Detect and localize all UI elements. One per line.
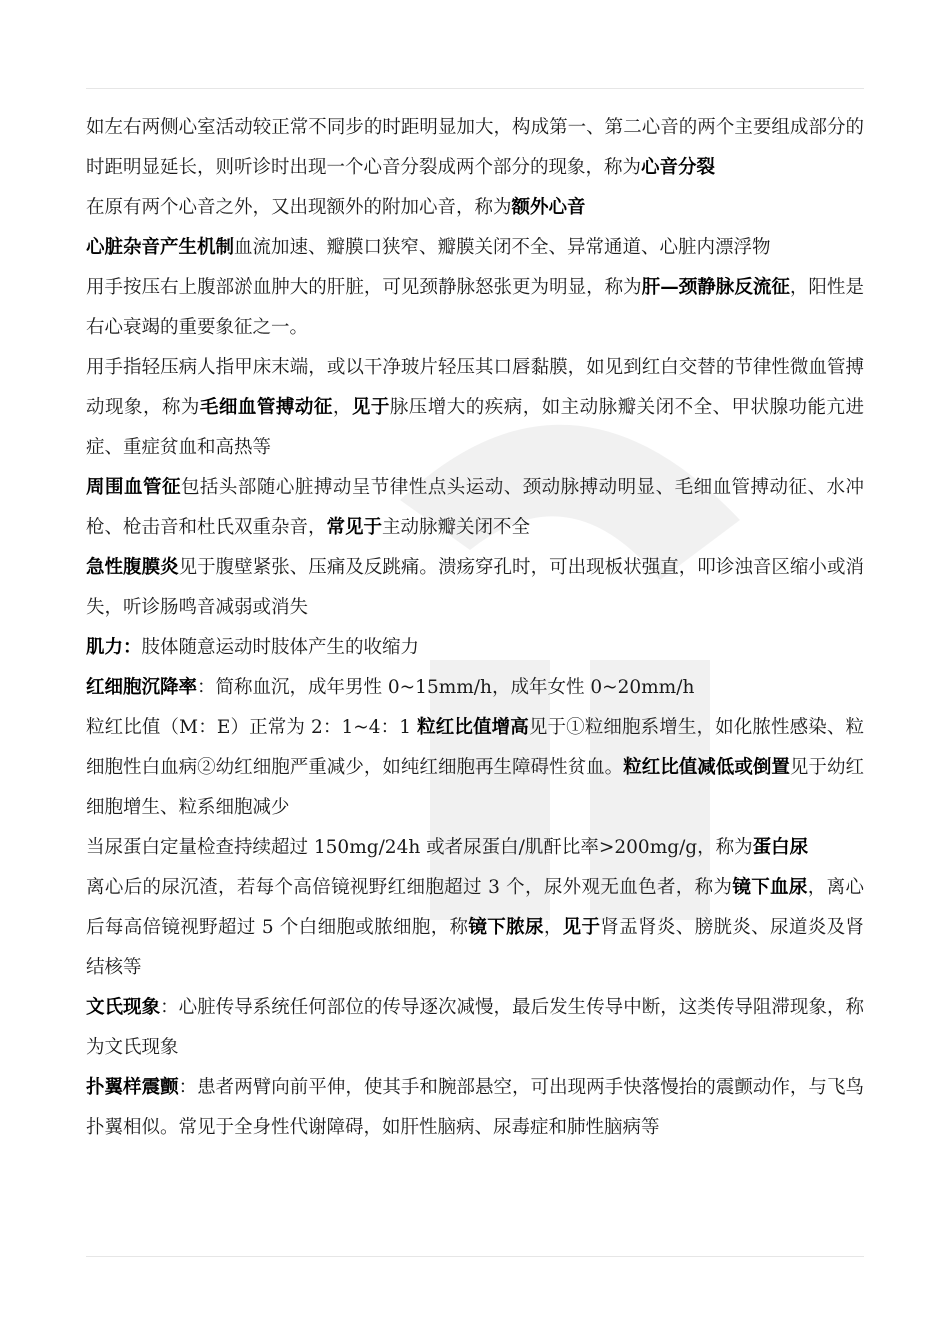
paragraph (86, 628, 864, 668)
text-run: 血流加速、瓣膜口狭窄、瓣膜关闭不全、异常通道、心脏内漂浮物 (234, 237, 771, 258)
bold-term: 镜下脓尿 (468, 917, 544, 938)
bold-term: 红细胞沉降率 (86, 677, 198, 698)
text-run: 见于幼红细胞增生、粒系细胞减少 (86, 757, 864, 818)
paragraph (86, 828, 864, 868)
text-run: ，阳性是右心衰竭的重要象征之一。 (86, 277, 864, 338)
bold-term: 心脏杂音产生机制 (86, 237, 235, 258)
footer-rule (86, 1256, 864, 1257)
bold-term: 见于 (351, 397, 390, 418)
bold-term: 急性腹膜炎 (86, 557, 179, 578)
text-run: ：简称血沉，成年男性 0~15mm/h，成年女性 0~20mm/h (197, 677, 695, 698)
text-run: 包括头部随心脏搏动呈节律性点头运动、颈动脉搏动明显、毛细血管搏动征、水冲枪、枪击音和杜氏双重杂音， (86, 477, 864, 538)
text-run: 当尿蛋白定量检查持续超过 150mg/24h 或者尿蛋白/肌酐比率>200mg/g，称为 (86, 837, 753, 858)
paragraph (86, 228, 864, 268)
bold-term: 蛋白尿 (752, 837, 809, 858)
paragraph (86, 268, 864, 348)
paragraph (86, 108, 864, 188)
text-run: 在原有两个心音之外，又出现额外的附加心音，称为 (86, 197, 512, 218)
text-run: 离心后的尿沉渣，若每个高倍镜视野红细胞超过 3 个，尿外观无血色者，称为 (86, 877, 733, 898)
paragraph (86, 868, 864, 988)
paragraph (86, 348, 864, 468)
bold-term: 毛细血管搏动征 (199, 397, 333, 418)
paragraph (86, 468, 864, 548)
paragraph (86, 988, 864, 1068)
text-run: 脉压增大的疾病，如主动脉瓣关闭不全、甲状腺功能亢进症、重症贫血和高热等 (86, 397, 864, 458)
text-run: ：心脏传导系统任何部位的传导逐次减慢，最后发生传导中断，这类传导阻滞现象，称为文氏现象 (86, 997, 864, 1058)
bold-term: 粒红比值减低或倒置 (623, 757, 790, 778)
text-run: ， (332, 397, 352, 418)
paragraph (86, 188, 864, 228)
bold-term: 肌力： (86, 637, 142, 658)
bold-term: 心音分裂 (641, 157, 716, 178)
text-run: 主动脉瓣关闭不全 (382, 517, 531, 538)
text-run: 如左右两侧心室活动较正常不同步的时距明显加大，构成第一、第二心音的两个主要组成部分的时距明显延长，则听诊时出现一个心音分裂成两个部分的现象，称为 (86, 117, 864, 178)
bold-term: 粒红比值增高 (417, 717, 529, 738)
bold-term: 肝—颈静脉反流征 (641, 277, 790, 298)
bold-term: 周围血管征 (86, 477, 181, 498)
bold-term: 常见于 (326, 517, 383, 538)
bold-term: 文氏现象 (86, 997, 161, 1018)
text-run: ， (543, 917, 563, 938)
bold-term: 见于 (562, 917, 601, 938)
text-run: 见于①粒细胞系增生，如化脓性感染、粒细胞性白血病②幼红细胞严重减少，如纯红细胞再生障碍性贫血。 (86, 717, 864, 778)
document-body (86, 108, 864, 1148)
text-run: 用手指轻压病人指甲床末端，或以干净玻片轻压其口唇黏膜，如见到红白交替的节律性微血管搏动现象，称为 (86, 357, 864, 418)
paragraph (86, 1068, 864, 1148)
paragraph (86, 708, 864, 828)
text-run: 肾盂肾炎、膀胱炎、尿道炎及肾结核等 (86, 917, 864, 978)
text-run: ，离心后每高倍镜视野超过 5 个白细胞或脓细胞，称 (86, 877, 864, 938)
text-run: 肢体随意运动时肢体产生的收缩力 (141, 637, 420, 658)
paragraph (86, 548, 864, 628)
bold-term: 额外心音 (511, 197, 586, 218)
header-rule (86, 88, 864, 89)
text-run: 用手按压右上腹部淤血肿大的肝脏，可见颈静脉怒张更为明显，称为 (86, 277, 642, 298)
text-run: 见于腹壁紧张、压痛及反跳痛。溃疡穿孔时，可出现板状强直，叩诊浊音区缩小或消失，听诊肠鸣音减弱或消失 (86, 557, 864, 618)
bold-term: 镜下血尿 (732, 877, 808, 898)
text-run: ：患者两臂向前平伸，使其手和腕部悬空，可出现两手快落慢抬的震颤动作，与飞鸟扑翼相似。常见于全身性代谢障碍，如肝性脑病、尿毒症和肺性脑病等 (86, 1077, 864, 1138)
text-run: 粒红比值（M：E）正常为 2：1~4：1 (86, 717, 418, 738)
paragraph (86, 668, 864, 708)
bold-term: 扑翼样震颤 (86, 1077, 179, 1098)
